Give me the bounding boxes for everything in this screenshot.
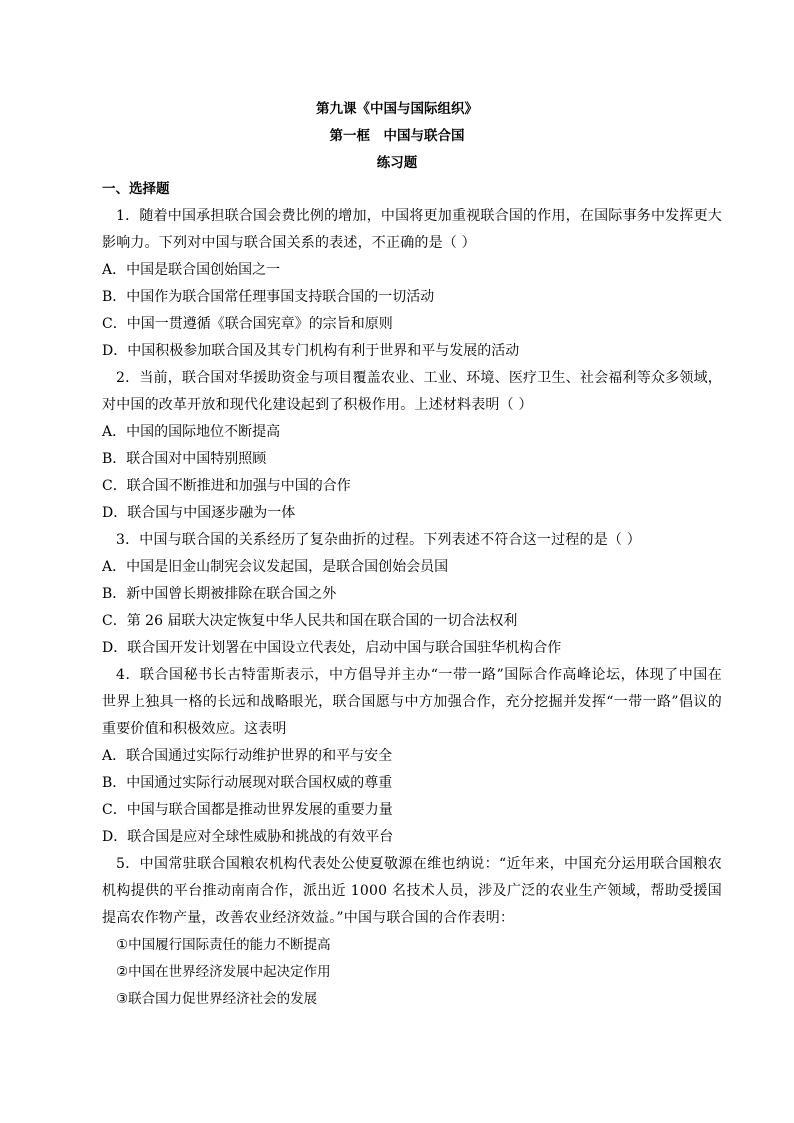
question-stem: 2．当前，联合国对华援助资金与项目覆盖农业、工业、环境、医疗卫生、社会福利等众多领域，对中国的改革开放和现代化建设起到了积极作用。上述材料表明（ ） bbox=[102, 370, 722, 413]
question-5 bbox=[102, 851, 722, 1013]
question-2 bbox=[102, 365, 722, 527]
option-a: A．中国是旧金山制宪会议发起国，是联合国创始会员国 bbox=[102, 559, 449, 575]
question-stem: 3．中国与联合国的关系经历了复杂曲折的过程。下列表述不符合这一过程的是（ ） bbox=[116, 532, 641, 548]
option-c: C．第 26 届联大决定恢复中华人民共和国在联合国的一切合法权利 bbox=[102, 613, 518, 629]
option-b: B．联合国对中国特别照顾 bbox=[102, 451, 267, 467]
option-b: B．中国作为联合国常任理事国支持联合国的一切活动 bbox=[102, 289, 435, 305]
document-body bbox=[102, 176, 722, 1013]
question-stem: 5．中国常驻联合国粮农机构代表处公使夏敬源在维也纳说：“近年来，中国充分运用联合国粮农机构提供的平台推动南南合作，派出近 1000 名技术人员，涉及广泛的农业生产领域，帮助受援国提高农作物产量，改善农业经济效益。”中国与联合国的合作表明： bbox=[102, 856, 722, 926]
option-d: D．联合国开发计划署在中国设立代表处，启动中国与联合国驻华机构合作 bbox=[102, 640, 562, 656]
option-d: D．中国积极参加联合国及其专门机构有利于世界和平与发展的活动 bbox=[102, 343, 520, 359]
frame-title: 第一框 中国与联合国 bbox=[329, 128, 465, 144]
statement-2: ②中国在世界经济发展中起决定作用 bbox=[116, 964, 331, 980]
question-stem: 4．联合国秘书长古特雷斯表示，中方倡导并主办“一带一路”国际合作高峰论坛，体现了中国在世界上独具一格的长远和战略眼光，联合国愿与中方加强合作，充分挖掘并发挥“一带一路”倡议的重要价值和积极效应。这表明 bbox=[102, 667, 722, 737]
option-a: A．中国是联合国创始国之一 bbox=[102, 262, 281, 278]
statement-1: ①中国履行国际责任的能力不断提高 bbox=[116, 937, 331, 953]
option-b: B．中国通过实际行动展现对联合国权威的尊重 bbox=[102, 775, 393, 791]
exercise-title: 练习题 bbox=[376, 155, 418, 171]
question-stem: 1．随着中国承担联合国会费比例的增加，中国将更加重视联合国的作用，在国际事务中发挥更大影响力。下列对中国与联合国关系的表述，不正确的是（ ） bbox=[102, 208, 722, 251]
option-d: D．联合国与中国逐步融为一体 bbox=[102, 505, 296, 521]
question-4 bbox=[102, 662, 722, 851]
section-heading: 一、选择题 bbox=[102, 181, 170, 197]
option-c: C．联合国不断推进和加强与中国的合作 bbox=[102, 478, 351, 494]
option-c: C．中国与联合国都是推动世界发展的重要力量 bbox=[102, 802, 393, 818]
option-a: A．中国的国际地位不断提高 bbox=[102, 424, 281, 440]
statement-3: ③联合国力促世界经济社会的发展 bbox=[116, 991, 318, 1007]
title-block bbox=[0, 96, 794, 177]
lesson-title: 第九课《中国与国际组织》 bbox=[316, 101, 478, 117]
option-d: D．联合国是应对全球性威胁和挑战的有效平台 bbox=[102, 829, 394, 845]
option-c: C．中国一贯遵循《联合国宪章》的宗旨和原则 bbox=[102, 316, 393, 332]
question-3 bbox=[102, 527, 722, 662]
option-b: B．新中国曾长期被排除在联合国之外 bbox=[102, 586, 337, 602]
question-1 bbox=[102, 203, 722, 365]
option-a: A．联合国通过实际行动维护世界的和平与安全 bbox=[102, 748, 393, 764]
